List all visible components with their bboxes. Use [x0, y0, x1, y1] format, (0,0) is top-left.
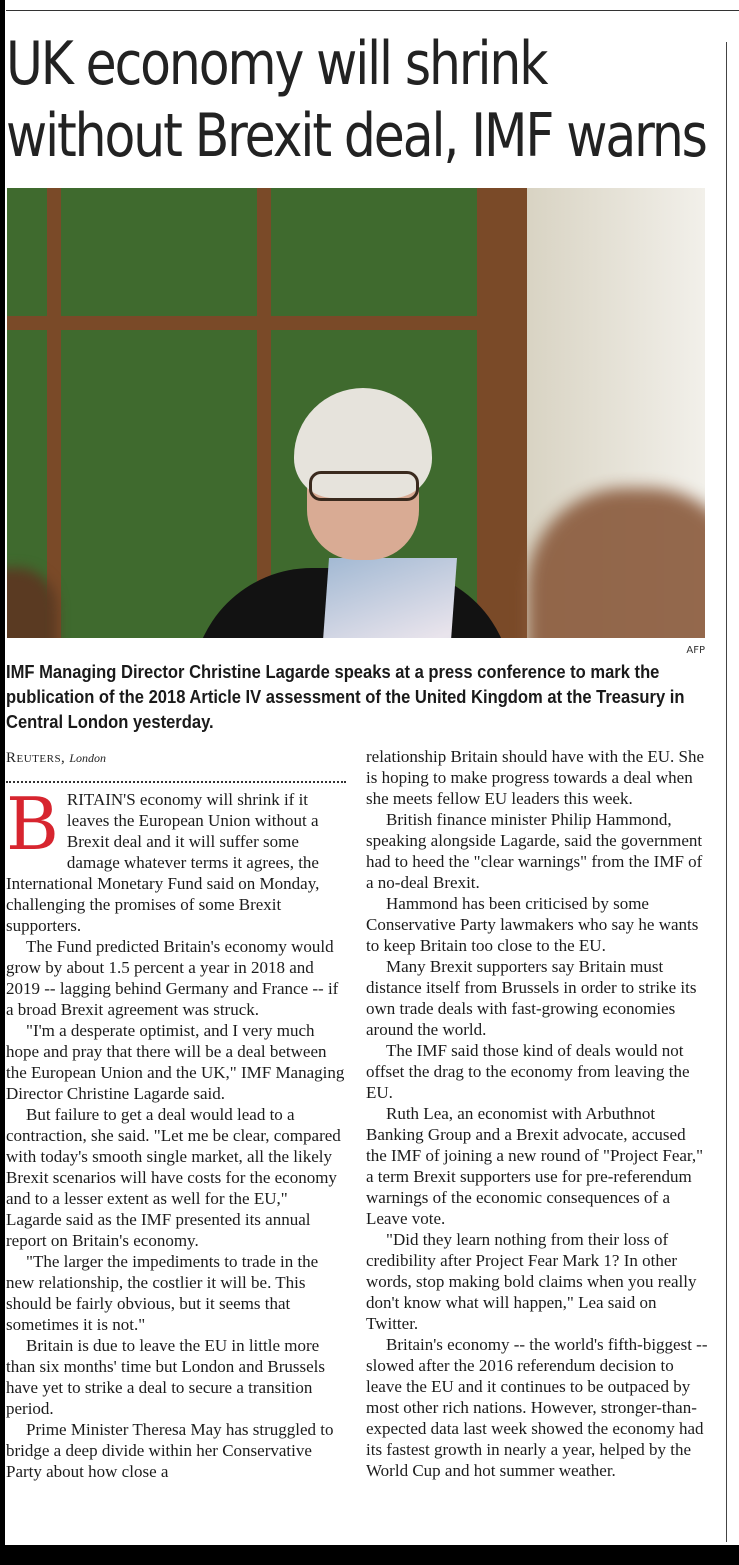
photo-credit: AFP [686, 645, 705, 656]
body-paragraph: Prime Minister Theresa May has struggled to bridge a deep divide within her Conservative Party about how close a [6, 1420, 334, 1481]
lead-paragraph [6, 782, 346, 936]
headline: UK economy will shrink without Brexit deal, IMF warns [6, 29, 706, 171]
body-paragraph: But failure to get a deal would lead to a contraction, she said. "Let me be clear, compared with today's smooth single market, all the likely Brexit scenarios will have costs for the economy and to a lesser extent as well for the EU," Lagarde said as the IMF presented its annual report on Britain's economy. [6, 1105, 341, 1250]
article-column-right [366, 746, 708, 1481]
body-paragraph: "The larger the impediments to trade in the new relationship, the costlier it will be. This should be fairly obvious, but it seems that sometimes it is not." [6, 1252, 319, 1334]
body-paragraph: The Fund predicted Britain's economy would grow by about 1.5 percent a year in 2018 and 2019 -- lagging behind Germany and France -- if a broad Brexit agreement was struck. [6, 937, 339, 1019]
page-bottom-bar [0, 1545, 739, 1565]
byline [6, 750, 346, 767]
right-column-rule [726, 42, 727, 1542]
body-paragraph: "Did they learn nothing from their loss of credibility after Project Fear Mark 1? In other words, stop making bold claims when you really don't know what will happen," Lea said on Twitter. [366, 1230, 697, 1333]
lead-text: RITAIN'S economy will shrink if it leaves the European Union without a Brexit deal and it will suffer some damage whatever terms it agrees, the International Monetary Fund said on Monday, challenging the promises of some Brexit supporters. [6, 790, 320, 935]
top-rule [6, 10, 739, 11]
article-column-left [6, 782, 346, 1482]
drop-cap: B [6, 782, 59, 866]
body-paragraph: Hammond has been criticised by some Conservative Party lawmakers who say he wants to keep Britain too close to the EU. [366, 894, 699, 955]
body-paragraph: British finance minister Philip Hammond, speaking alongside Lagarde, said the government had to heed the "clear warnings" from the IMF of a no-deal Brexit. [366, 810, 703, 892]
body-paragraph: Ruth Lea, an economist with Arbuthnot Banking Group and a Brexit advocate, accused the IMF of joining a new round of "Project Fear," a term Brexit supporters use for pre-referendum warnings of the economic consequences of a Leave vote. [366, 1104, 704, 1228]
body-paragraph: Britain is due to leave the EU in little more than six months' time but London and Brussels have yet to strike a deal to secure a transition period. [6, 1336, 325, 1418]
byline-agency: Reuters, [6, 750, 66, 766]
body-paragraph: "I'm a desperate optimist, and I very much hope and pray that there will be a deal between the European Union and the UK," IMF Managing Director Christine Lagarde said. [6, 1021, 345, 1103]
body-paragraph: Many Brexit supporters say Britain must distance itself from Brussels in order to strike its own trade deals with fast-growing economies around the world. [366, 957, 697, 1039]
byline-location: London [69, 751, 106, 765]
body-paragraph: Britain's economy -- the world's fifth-biggest -- slowed after the 2016 referendum decision to leave the EU and it continues to be outpaced by most other rich nations. However, stronger-than-expected data last week showed the economy had its fastest growth in nearly a year, helped by the World Cup and hot summer weather. [366, 1335, 708, 1480]
article-photo [7, 188, 705, 638]
body-paragraph: The IMF said those kind of deals would not offset the drag to the economy from leaving the EU. [366, 1041, 690, 1102]
continued-paragraph: relationship Britain should have with the EU. She is hoping to make progress towards a deal when she meets fellow EU leaders this week. [366, 747, 705, 808]
photo-caption-text: IMF Managing Director Christine Lagarde speaks at a press conference to mark the publication of the 2018 Article IV assessment of the United Kingdom at the Treasury in Central London yesterday. [6, 662, 685, 732]
photo-caption [6, 660, 685, 735]
page-left-edge [0, 0, 5, 1565]
